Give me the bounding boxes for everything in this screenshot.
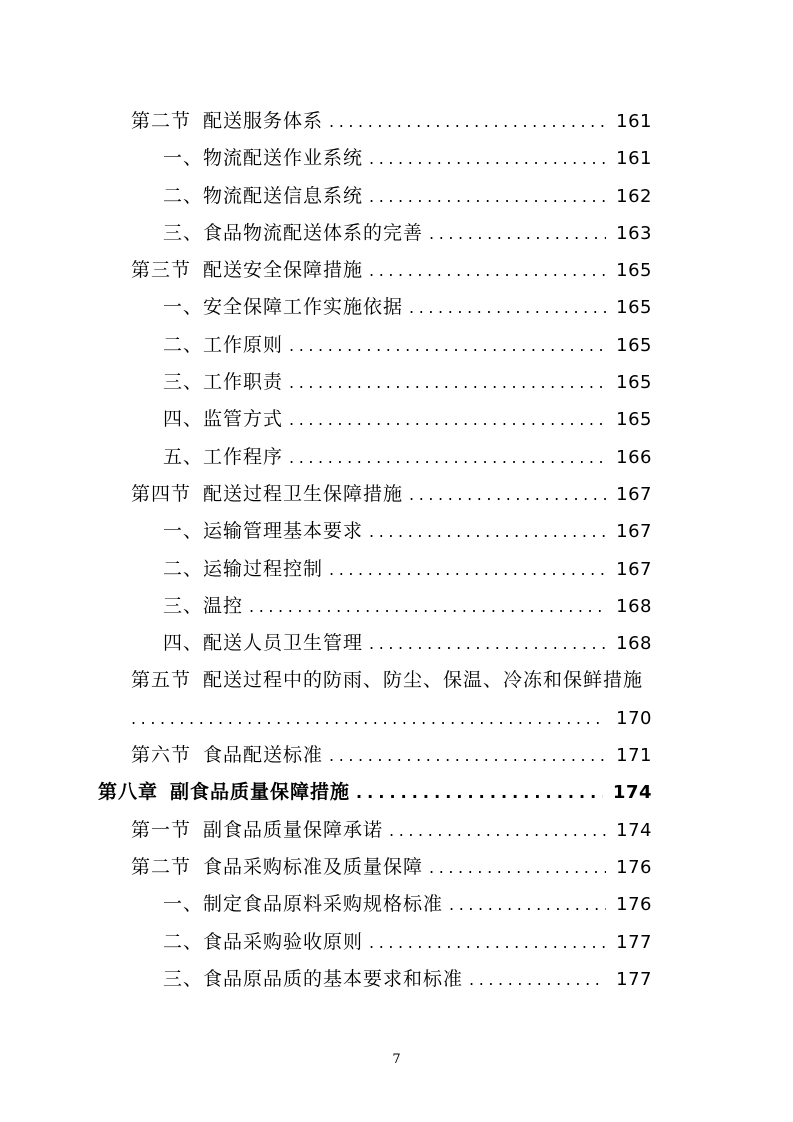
dot-leader <box>409 476 606 513</box>
toc-entry-number: 第一节 <box>131 818 192 841</box>
toc-entry-number: 三、 <box>163 221 204 244</box>
toc-entry-number: 第八章 <box>98 781 159 804</box>
toc-entry-number: 第三节 <box>131 259 192 282</box>
toc-entry-page: 165 <box>616 334 652 356</box>
dot-leader <box>369 924 606 961</box>
toc-entry[interactable] <box>0 812 793 849</box>
toc-entry-page: 165 <box>616 297 652 319</box>
toc-entry-page: 177 <box>616 931 652 953</box>
toc-entry-page: 170 <box>616 707 652 729</box>
toc-entry-title: 副食品质量保障承诺 <box>203 818 384 841</box>
toc-entry-page: 168 <box>616 633 652 655</box>
toc-entry-number: 四、 <box>163 408 204 431</box>
toc-entry-page: 165 <box>616 372 652 394</box>
dot-leader <box>249 588 606 625</box>
dot-leader <box>429 215 606 252</box>
toc-entry-number: 二、 <box>163 557 204 580</box>
toc-entry[interactable] <box>0 924 793 961</box>
toc-entry-number: 第五节 <box>131 669 192 692</box>
toc-entry-number: 一、 <box>163 147 204 170</box>
dot-leader <box>329 551 606 588</box>
toc-entry[interactable] <box>0 886 793 923</box>
toc-entry[interactable] <box>0 513 793 550</box>
toc-entry-number: 三、 <box>163 371 204 394</box>
page-number: 7 <box>392 1052 401 1067</box>
toc-entry-page: 161 <box>616 148 652 170</box>
toc-entry[interactable] <box>0 625 793 662</box>
toc-entry-title: 运输管理基本要求 <box>203 520 364 543</box>
toc-entry-page: 162 <box>616 185 652 207</box>
toc-entry-number: 四、 <box>163 632 204 655</box>
toc-entry-title: 食品采购验收原则 <box>203 930 364 953</box>
toc-entry-page: 174 <box>612 782 652 804</box>
toc-entry[interactable] <box>0 849 793 886</box>
toc-entry-title: 食品配送标准 <box>203 744 324 767</box>
toc-entry-number: 一、 <box>163 893 204 916</box>
dot-leader <box>409 289 606 326</box>
dot-leader <box>131 700 606 737</box>
toc-entry-number: 三、 <box>163 594 204 617</box>
toc-entry[interactable] <box>0 140 793 177</box>
dot-leader <box>369 625 606 662</box>
toc-entry-title: 工作职责 <box>203 371 284 394</box>
toc-entry-title: 工作程序 <box>203 445 284 468</box>
dot-leader <box>389 812 606 849</box>
toc-entry-page: 174 <box>616 819 652 841</box>
toc-entry[interactable] <box>0 439 793 476</box>
toc-entry-title: 监管方式 <box>203 408 284 431</box>
dot-leader <box>289 439 606 476</box>
toc-entry[interactable] <box>0 662 793 699</box>
toc-entry-number: 五、 <box>163 445 204 468</box>
toc-entry[interactable] <box>0 961 793 998</box>
toc-entry-page: 167 <box>616 521 652 543</box>
toc-entry-number: 二、 <box>163 184 204 207</box>
toc-entry-page: 163 <box>616 222 652 244</box>
dot-leader <box>369 140 606 177</box>
toc-entry-page: 176 <box>616 894 652 916</box>
toc-entry-page: 168 <box>616 595 652 617</box>
dot-leader <box>356 774 603 811</box>
toc-entry-number: 第六节 <box>131 744 192 767</box>
toc-entry-page: 166 <box>616 446 652 468</box>
dot-leader <box>429 849 606 886</box>
toc-entry-title: 安全保障工作实施依据 <box>203 296 404 319</box>
toc-entry-title: 副食品质量保障措施 <box>170 781 351 804</box>
table-of-contents <box>0 103 793 998</box>
toc-entry-continuation[interactable] <box>0 700 793 737</box>
dot-leader <box>329 737 606 774</box>
dot-leader <box>289 327 606 364</box>
toc-entry[interactable] <box>0 103 793 140</box>
toc-entry-title: 制定食品原料采购规格标准 <box>203 893 444 916</box>
toc-entry-number: 三、 <box>163 967 204 990</box>
toc-entry-number: 一、 <box>163 520 204 543</box>
toc-entry[interactable] <box>0 476 793 513</box>
toc-entry-number: 第四节 <box>131 482 192 505</box>
toc-entry-title: 配送安全保障措施 <box>203 259 364 282</box>
toc-entry[interactable] <box>0 252 793 289</box>
toc-entry-title: 运输过程控制 <box>203 557 324 580</box>
dot-leader <box>369 513 606 550</box>
dot-leader <box>449 886 606 923</box>
toc-entry-page: 171 <box>616 745 652 767</box>
toc-entry-page: 177 <box>616 968 652 990</box>
toc-entry-title: 物流配送作业系统 <box>203 147 364 170</box>
toc-entry[interactable] <box>0 737 793 774</box>
toc-entry-title: 配送过程卫生保障措施 <box>203 482 404 505</box>
toc-entry-number: 第二节 <box>131 110 192 132</box>
toc-entry-page: 167 <box>616 558 652 580</box>
toc-entry-title: 配送人员卫生管理 <box>203 632 364 655</box>
toc-entry-page: 161 <box>616 111 652 132</box>
toc-entry-page: 165 <box>616 260 652 282</box>
toc-entry[interactable] <box>0 551 793 588</box>
toc-entry-title: 配送过程中的防雨、防尘、保温、冷冻和保鲜措施 <box>203 669 644 692</box>
toc-entry-number: 第二节 <box>131 855 192 878</box>
dot-leader <box>369 252 606 289</box>
toc-entry-title: 工作原则 <box>203 333 284 356</box>
toc-entry-page: 167 <box>616 483 652 505</box>
toc-entry-page: 165 <box>616 409 652 431</box>
toc-entry[interactable] <box>0 401 793 438</box>
toc-entry-number: 二、 <box>163 930 204 953</box>
toc-chapter-entry[interactable] <box>0 774 793 811</box>
toc-entry-title: 食品物流配送体系的完善 <box>203 221 424 244</box>
dot-leader <box>289 401 606 438</box>
dot-leader <box>469 961 606 998</box>
toc-entry-number: 二、 <box>163 333 204 356</box>
toc-entry-page: 176 <box>616 856 652 878</box>
toc-entry[interactable] <box>0 215 793 252</box>
toc-entry[interactable] <box>0 364 793 401</box>
dot-leader <box>369 178 606 215</box>
toc-entry-title: 食品原品质的基本要求和标准 <box>203 967 464 990</box>
toc-entry-title: 配送服务体系 <box>203 110 324 132</box>
toc-entry[interactable] <box>0 178 793 215</box>
toc-entry[interactable] <box>0 327 793 364</box>
toc-entry[interactable] <box>0 588 793 625</box>
toc-entry-number: 一、 <box>163 296 204 319</box>
toc-entry-title: 食品采购标准及质量保障 <box>203 855 424 878</box>
dot-leader <box>289 364 606 401</box>
toc-entry-title: 温控 <box>203 594 244 617</box>
toc-entry[interactable] <box>0 289 793 326</box>
dot-leader <box>329 103 606 140</box>
toc-entry-title: 物流配送信息系统 <box>203 184 364 207</box>
